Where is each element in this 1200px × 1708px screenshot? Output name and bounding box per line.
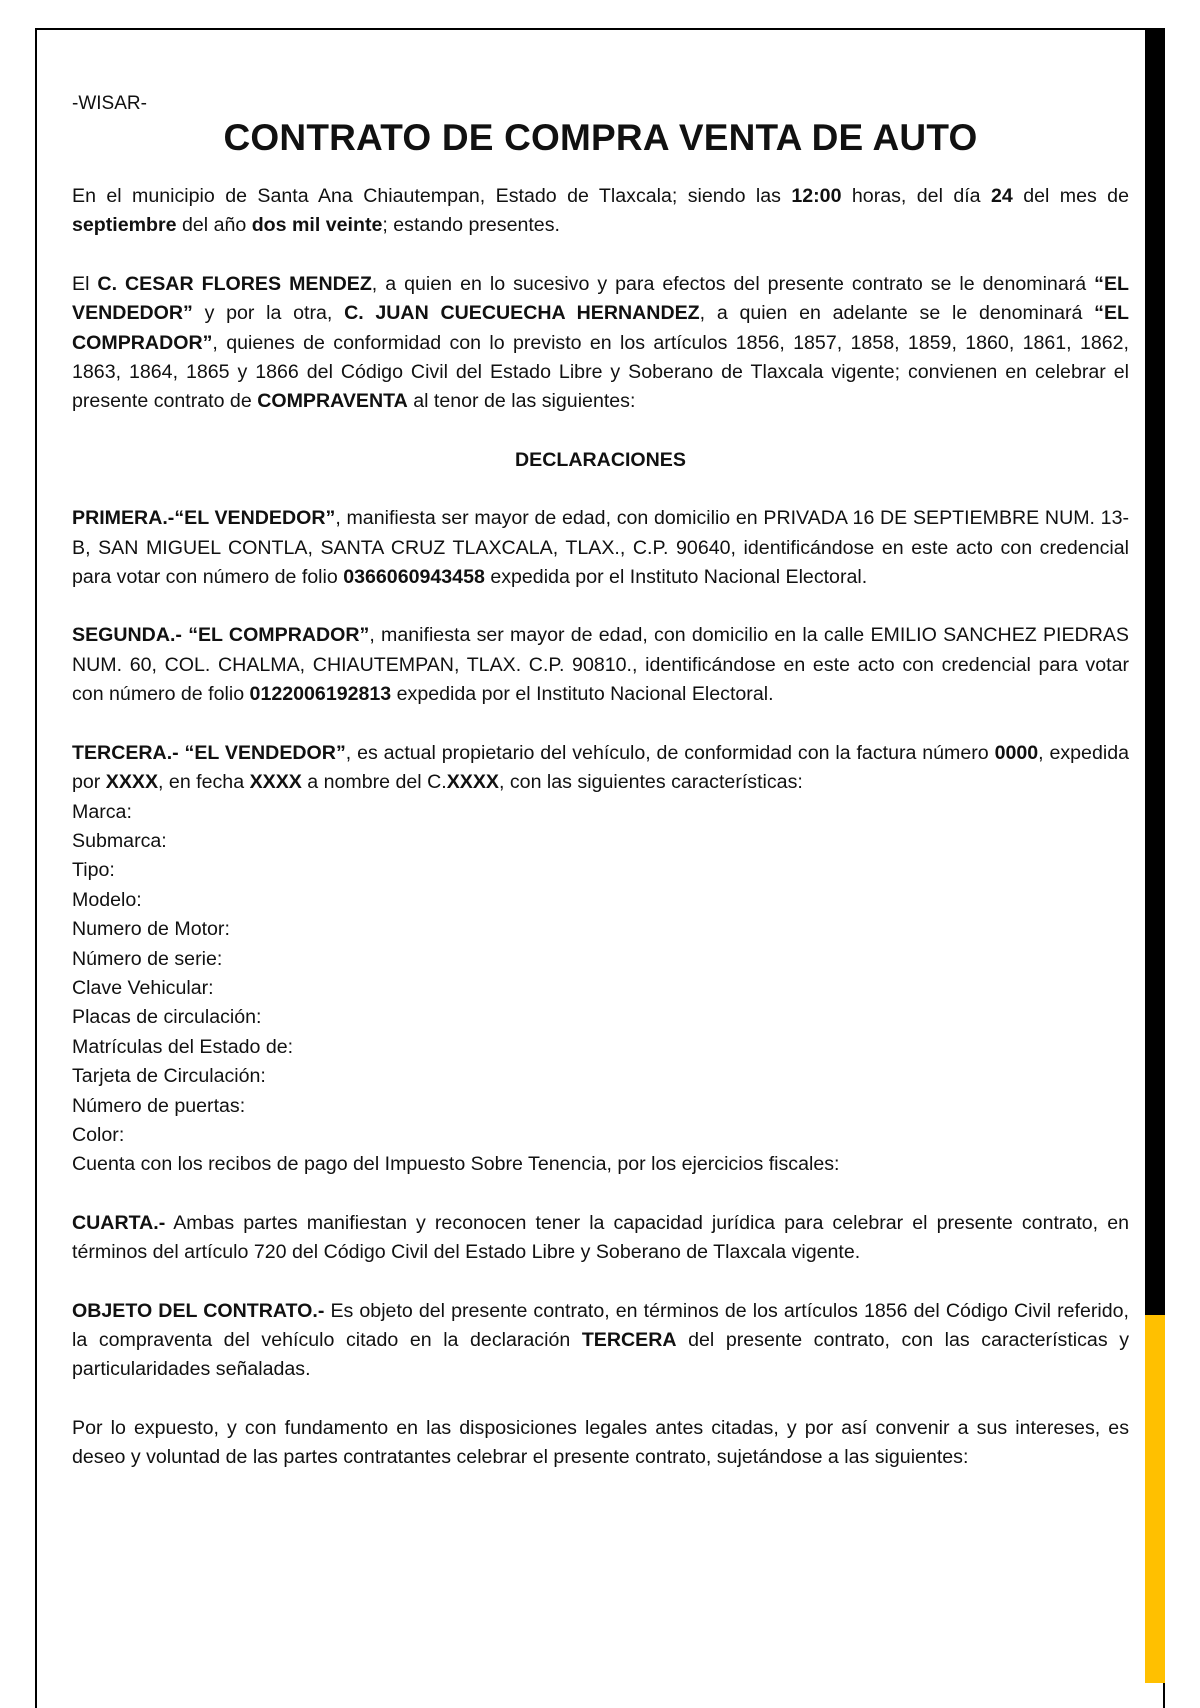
declaration-text: , manifiesta ser mayor de edad, con domicilio en la calle EMILIO SANCHEZ PIEDRAS NUM. 60, COL. CHALMA, CHIAUTEMPAN, TLAX. C.P. 90810., identificándose en este acto con credencial para votar con número de folio (72, 624, 1129, 706)
declaration-text: , con las siguientes características: (498, 771, 803, 794)
document-title: CONTRATO DE COMPRA VENTA DE AUTO (223, 117, 978, 158)
buyer-folio: 0122006192813 (249, 683, 392, 706)
closing-paragraph: Por lo expuesto, y con fundamento en las disposiciones legales antes citadas, y por así convenir a sus intereses, es deseo y voluntad de las partes contratantes celebrar el presente contrato, sujetándose a las siguientes: (72, 1416, 1129, 1469)
seller-folio: 0366060943458 (343, 566, 485, 589)
declaration-text: expedida por el Instituto Nacional Electoral. (391, 683, 774, 706)
declaration-text: expedida por el Instituto Nacional Electoral. (484, 566, 868, 589)
declaration-text: , expedida por (72, 741, 1130, 794)
intro-hour: 12:00 (791, 185, 842, 207)
intro-day: 24 (990, 185, 1013, 207)
invoice-owner: XXXX (446, 771, 499, 794)
vehicle-field: Número de serie: (72, 947, 223, 970)
declaration-label: SEGUNDA.- “EL COMPRADOR” (72, 624, 370, 647)
parties-text: , a quien en adelante se le denominará (699, 302, 1095, 325)
vehicle-field: Cuenta con los recibos de pago del Impuesto Sobre Tenencia, por los ejercicios fiscales: (72, 1153, 840, 1176)
vehicle-field: Matrículas del Estado de: (72, 1035, 294, 1058)
parties-text: al tenor de las siguientes: (407, 390, 636, 413)
parties-text: , a quien en lo sucesivo y para efectos del presente contrato se le denominará (371, 272, 1095, 295)
invoice-date: XXXX (249, 771, 302, 794)
object-text: del presente contrato, con las características y particularidades señaladas. (72, 1329, 1129, 1381)
intro-text: En el municipio de Santa Ana Chiautempan, Estado de Tlaxcala; siendo las (72, 185, 792, 207)
declaration-segunda (72, 621, 1129, 709)
object-label: OBJETO DEL CONTRATO.- (72, 1299, 325, 1322)
vehicle-field: Clave Vehicular: (72, 976, 214, 999)
declaration-text: , manifiesta ser mayor de edad, con domicilio en PRIVADA 16 DE SEPTIEMBRE NUM. 13-B, SAN MIGUEL CONTLA, SANTA CRUZ TLAXCALA, TLAX., C.P. 90640, identificándose en este acto con credencial para votar con número de folio (72, 507, 1129, 589)
buyer-name: C. JUAN CUECUECHA HERNANDEZ (344, 302, 700, 325)
intro-text: ; estando presentes. (382, 214, 560, 237)
intro-year: dos mil veinte (251, 214, 383, 237)
invoice-number: 0000 (994, 741, 1039, 764)
vehicle-field: Tarjeta de Circulación: (72, 1065, 266, 1088)
vehicle-field: Modelo: (72, 888, 142, 911)
vehicle-field: Color: (72, 1123, 125, 1146)
intro-paragraph (72, 182, 1129, 241)
seller-alias: “EL VENDEDOR” (72, 272, 1129, 325)
vehicle-field: Placas de circulación: (72, 1006, 262, 1029)
parties-paragraph (72, 270, 1129, 417)
declaration-cuarta (72, 1209, 1129, 1268)
contract-type: COMPRAVENTA (257, 390, 408, 413)
invoice-issuer: XXXX (105, 771, 159, 794)
declaration-text: , es actual propietario del vehículo, de conformidad con la factura número (345, 741, 995, 764)
buyer-alias: “EL COMPRADOR” (72, 302, 1129, 354)
vehicle-field: Numero de Motor: (72, 918, 230, 941)
declarations-heading: DECLARACIONES (515, 448, 686, 471)
declaration-label: TERCERA.- “EL VENDEDOR” (72, 741, 346, 764)
vehicle-characteristics-list (72, 798, 1129, 1180)
declaration-text: a nombre del C. (301, 771, 447, 794)
intro-month: septiembre (72, 214, 177, 237)
declaration-primera (72, 504, 1129, 592)
declaration-text: Ambas partes manifiestan y reconocen tener la capacidad jurídica para celebrar el presente contrato, en términos del artículo 720 del Código Civil del Estado Libre y Soberano de Tlaxcala vigente. (72, 1211, 1129, 1264)
declaration-label: CUARTA.- (72, 1211, 166, 1234)
vehicle-field: Marca: (72, 800, 132, 823)
parties-text: El (72, 272, 98, 295)
declaration-tercera (72, 739, 1129, 798)
vehicle-field: Submarca: (72, 829, 167, 852)
declaration-label: PRIMERA.-“EL VENDEDOR” (72, 507, 336, 530)
contract-object (72, 1297, 1129, 1385)
intro-text: del mes de (1012, 185, 1129, 207)
parties-text: , quienes de conformidad con lo previsto en los artículos 1856, 1857, 1858, 1859, 1860, 1861, 1862, 1863, 1864, 1865 y 1866 del Código Civil del Estado Libre y Soberano de Tlaxcala vigente; convienen en celebrar el presente contrato de (72, 331, 1129, 413)
vehicle-field: Número de puertas: (72, 1094, 246, 1117)
document-body (72, 92, 1129, 1473)
declaration-text: , en fecha (158, 771, 250, 794)
vehicle-field: Tipo: (72, 859, 115, 882)
parties-text: y por la otra, (192, 302, 345, 325)
object-reference: TERCERA (581, 1329, 677, 1351)
intro-text: horas, del día (841, 185, 991, 207)
edge-bar-yellow (1145, 1315, 1165, 1683)
seller-name: C. CESAR FLORES MENDEZ (97, 272, 372, 295)
object-text: Es objeto del presente contrato, en términos de los artículos 1856 del Código Civil referido, la compraventa del vehículo citado en la declaración (72, 1299, 1129, 1351)
intro-text: del año (176, 214, 252, 237)
watermark-text: -WISAR- (72, 93, 147, 114)
edge-bar-black (1145, 30, 1165, 1315)
